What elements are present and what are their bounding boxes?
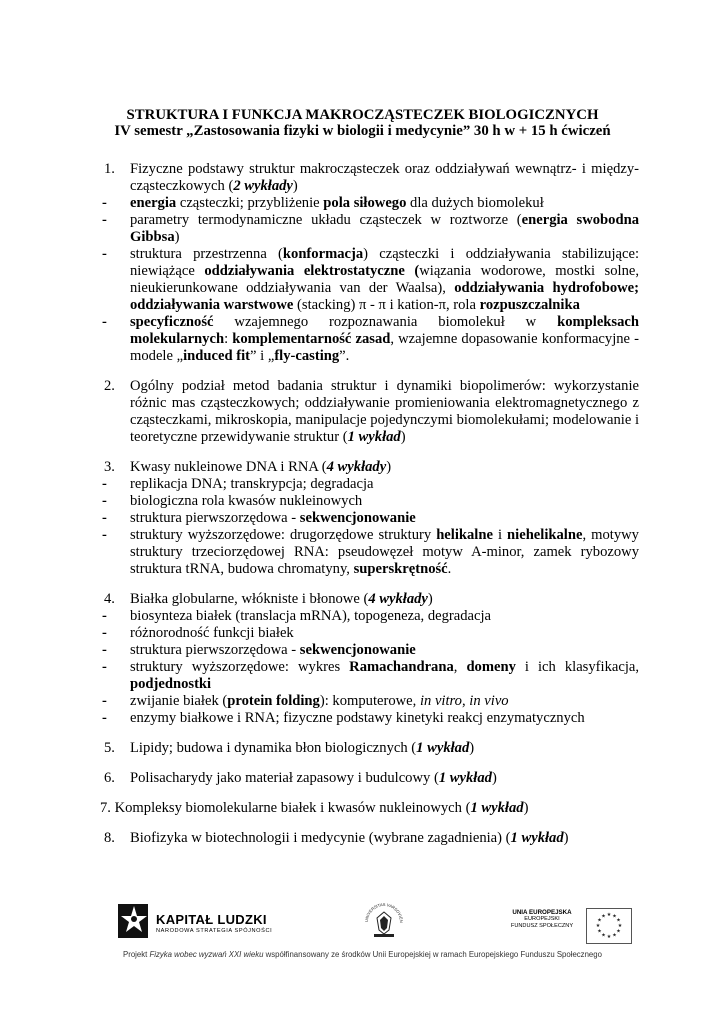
- document-title: STRUKTURA I FUNKCJA MAKROCZĄSTECZEK BIOLOGICZNYCH: [126, 107, 599, 123]
- bullet-item: [100, 693, 639, 710]
- text-run: 7. Kompleksy biomolekularne białek i kwasów nukleinowych (: [100, 800, 471, 816]
- bullet-item: [100, 314, 639, 365]
- text-run: specyficzność: [130, 314, 214, 330]
- text-run: ): [469, 740, 475, 756]
- text-run: ” i „: [250, 348, 275, 364]
- list-marker: 8.: [104, 830, 115, 846]
- text-run: wiązania wodorowe, mostki solne, nieukierunkowane oddziaływania van der Waalsa),: [130, 263, 639, 296]
- text-run: komplementarność zasad: [232, 331, 391, 347]
- text-run: kompleksach molekularnych: [130, 314, 639, 347]
- list-marker: 2.: [104, 378, 115, 394]
- text-run: rozpuszczalnika: [479, 297, 580, 313]
- text-run: Polisacharydy jako materiał zapasowy i budulcowy (: [130, 770, 439, 786]
- footnote-suffix: współfinansowany ze środków Unii Europejskiej w ramach Europejskiego Funduszu Społecznego: [263, 950, 602, 959]
- numbered-item: [100, 740, 639, 757]
- text-run: Białka globularne, włókniste i błonowe (: [130, 591, 369, 607]
- ue-line1: UNIA EUROPEJSKA: [512, 909, 572, 916]
- project-footnote: [0, 950, 725, 959]
- text-run: , wzajemne dopasowanie konformacyjne - modele „: [130, 331, 639, 364]
- text-run: replikacja DNA; transkrypcja; degradacja: [130, 476, 374, 492]
- text-run: ) cząsteczki i oddziaływania stabilizujące: niewiążące: [130, 246, 639, 279]
- text-run: superskrętność: [353, 561, 448, 577]
- text-run: ”.: [339, 348, 350, 364]
- list-marker: -: [102, 314, 107, 330]
- text-run: ): [400, 429, 406, 445]
- text-run: wzajemnego rozpoznawania biomolekuł w: [213, 314, 558, 330]
- syllabus-section: [100, 740, 639, 757]
- list-marker: -: [102, 693, 107, 709]
- text-run: struktury wyższorzędowe: drugorzędowe struktury: [130, 527, 437, 543]
- bullet-item: [100, 659, 639, 693]
- text-run: ,: [453, 659, 467, 675]
- eu-star-icon: ★: [595, 924, 601, 929]
- eu-star-icon: ★: [606, 913, 612, 918]
- text-run: energia swobodna Gibbsa: [130, 212, 639, 245]
- text-run: fly-casting: [274, 348, 340, 364]
- numbered-item: [100, 800, 639, 817]
- text-run: (stacking) π - π i kation-π, rola: [293, 297, 480, 313]
- syllabus-list: [100, 161, 639, 860]
- text-run: ): [563, 830, 569, 846]
- text-run: oddziaływania elektrostatyczne (: [204, 263, 420, 279]
- list-marker: 4.: [104, 591, 115, 607]
- text-run: 2 wykłady: [233, 178, 293, 194]
- eu-flag-icon: [586, 908, 632, 944]
- list-marker: 1.: [104, 161, 115, 177]
- text-run: konformacja: [282, 246, 364, 262]
- text-run: in vivo: [469, 693, 509, 709]
- text-run: struktury wyższorzędowe: wykres: [130, 659, 350, 675]
- text-run: ): komputerowe,: [319, 693, 420, 709]
- kapital-ludzki-logo: [118, 900, 308, 950]
- text-run: ): [491, 770, 497, 786]
- list-marker: -: [102, 246, 107, 262]
- text-run: protein folding: [227, 693, 320, 709]
- eu-star-icon: ★: [616, 918, 621, 924]
- text-run: 4 wykłady: [326, 459, 387, 475]
- text-run: 4 wykłady: [368, 591, 428, 607]
- list-marker: 5.: [104, 740, 115, 756]
- bullet-item: [100, 246, 639, 314]
- bullet-item: [100, 642, 639, 659]
- text-run: struktura pierwszorzędowa -: [130, 510, 300, 526]
- text-run: 1 wykład: [438, 770, 492, 786]
- eu-star-icon: ★: [597, 918, 602, 924]
- list-marker: -: [102, 212, 107, 228]
- numbered-item: [100, 591, 639, 608]
- syllabus-section: [100, 770, 639, 787]
- text-run: parametry termodynamiczne układu cząsteczek w roztworze (: [130, 212, 522, 228]
- text-run: 1 wykład: [347, 429, 401, 445]
- text-run: helikalne: [436, 527, 493, 543]
- text-run: i ich klasyfikacja,: [515, 659, 639, 675]
- text-run: biosynteza białek (translacja mRNA), topogeneza, degradacja: [130, 608, 492, 624]
- text-run: induced fit: [183, 348, 250, 364]
- text-run: enzymy białkowe i RNA; fizyczne podstawy kinetyki reakcj enzymatycznych: [130, 710, 585, 726]
- text-run: :: [224, 331, 233, 347]
- eu-star-icon: ★: [601, 914, 606, 920]
- text-run: oddziaływania hydrofobowe; oddziaływania warstwowe: [130, 280, 640, 313]
- text-run: Biofizyka w biotechnologii i medycynie (wybrane zagadnienia) (: [130, 830, 511, 846]
- kapital-ludzki-star-icon: [118, 900, 150, 940]
- svg-text:UNIVERSITAS VARSOVIENSIS: UNIVERSITAS VARSOVIEN: [363, 901, 405, 923]
- document-subtitle: IV semestr „Zastosowania fizyki w biologii i medycynie” 30 h w + 15 h ćwiczeń: [114, 123, 611, 139]
- text-run: ): [427, 591, 433, 607]
- text-run: domeny: [466, 659, 516, 675]
- text-run: różnorodność funkcji białek: [130, 625, 294, 641]
- bullet-item: [100, 710, 639, 727]
- eu-star-icon: ★: [616, 929, 621, 935]
- numbered-item: [100, 830, 639, 847]
- bullet-item: [100, 608, 639, 625]
- text-run: Ogólny podział metod badania struktur i dynamiki biopolimerów: wykorzystanie różnic mas cząsteczkowych; oddziaływanie promieniowania elektromagnetycznego z cząsteczkami, mikroskopia, manipulacje pojedynczymi biomolekułami; modelowanie i teoretyczne przewidywanie struktur (: [130, 378, 640, 445]
- bullet-item: [100, 476, 639, 493]
- text-run: niehelikalne: [507, 527, 583, 543]
- bullet-item: [100, 493, 639, 510]
- text-run: , motywy struktury trzeciorzędowej RNA: pseudowęzeł motyw A-minor, zamek rybozowy struktura tRNA, budowa chromatyny,: [130, 527, 639, 577]
- eu-star-icon: ★: [606, 935, 612, 940]
- footer: [0, 880, 725, 990]
- footnote-project-name: Fizyka wobec wyzwań XXI wieku: [149, 950, 264, 959]
- bullet-item: [100, 195, 639, 212]
- text-run: zwijanie białek (: [130, 693, 228, 709]
- text-run: ): [292, 178, 298, 194]
- bullet-item: [100, 625, 639, 642]
- text-run: dla dużych biomolekuł: [406, 195, 544, 211]
- numbered-item: [100, 161, 639, 195]
- eu-star-icon: ★: [617, 924, 623, 929]
- text-run: sekwencjonowanie: [299, 510, 416, 526]
- ue-line2: EUROPEJSKI: [524, 916, 560, 922]
- text-run: in vitro: [419, 693, 462, 709]
- syllabus-section: [100, 459, 639, 578]
- text-run: 1 wykład: [510, 830, 564, 846]
- eu-star-icon: ★: [601, 933, 606, 939]
- list-marker: -: [102, 527, 107, 543]
- list-marker: -: [102, 510, 107, 526]
- numbered-item: [100, 459, 639, 476]
- syllabus-section: [100, 378, 639, 446]
- list-marker: -: [102, 493, 107, 509]
- university-seal-icon: [362, 900, 406, 944]
- text-run: ): [386, 459, 392, 475]
- text-run: ): [523, 800, 529, 816]
- numbered-item: [100, 770, 639, 787]
- text-run: Fizyczne podstawy struktur makrocząsteczek oraz oddziaływań wewnątrz- i między-cząsteczkowych (: [130, 161, 639, 194]
- ue-line3: FUNDUSZ SPOŁECZNY: [510, 923, 574, 929]
- list-marker: -: [102, 659, 107, 675]
- eu-star-icon: ★: [612, 914, 617, 920]
- text-run: cząsteczki; przybliżenie: [176, 195, 324, 211]
- list-marker: -: [102, 476, 107, 492]
- text-run: struktura przestrzenna (: [130, 246, 283, 262]
- text-run: energia: [130, 195, 177, 211]
- text-run: i: [492, 527, 508, 543]
- text-run: Lipidy; budowa i dynamika błon biologicznych (: [130, 740, 417, 756]
- eu-star-icon: ★: [597, 929, 602, 935]
- syllabus-section: [100, 830, 639, 847]
- list-marker: -: [102, 642, 107, 658]
- text-run: biologiczna rola kwasów nukleinowych: [130, 493, 363, 509]
- european-union-logo: [506, 908, 631, 944]
- syllabus-section: [100, 161, 639, 365]
- list-marker: -: [102, 710, 107, 726]
- syllabus-section: [100, 591, 639, 727]
- text-run: 1 wykład: [470, 800, 524, 816]
- list-marker: -: [102, 608, 107, 624]
- text-run: sekwencjonowanie: [299, 642, 416, 658]
- text-run: podjednostki: [130, 676, 212, 692]
- text-run: ,: [461, 693, 470, 709]
- text-run: Kwasy nukleinowe DNA i RNA (: [130, 459, 327, 475]
- list-marker: 6.: [104, 770, 115, 786]
- text-run: pola siłowego: [323, 195, 407, 211]
- list-marker: -: [102, 625, 107, 641]
- bullet-item: [100, 510, 639, 527]
- footnote-prefix: Projekt: [123, 950, 150, 959]
- text-run: Ramachandrana: [349, 659, 454, 675]
- text-run: .: [447, 561, 452, 577]
- syllabus-section: [100, 800, 639, 817]
- bullet-item: [100, 527, 639, 578]
- text-run: struktura pierwszorzędowa -: [130, 642, 300, 658]
- bullet-item: [100, 212, 639, 246]
- text-run: ): [174, 229, 180, 245]
- kapital-ludzki-subtitle: NARODOWA STRATEGIA SPÓJNOŚCI: [156, 928, 273, 934]
- numbered-item: [100, 378, 639, 446]
- kapital-ludzki-title: KAPITAŁ LUDZKI: [156, 912, 267, 927]
- list-marker: -: [102, 195, 107, 211]
- text-run: 1 wykład: [416, 740, 470, 756]
- eu-star-icon: ★: [612, 933, 617, 939]
- list-marker: 3.: [104, 459, 115, 475]
